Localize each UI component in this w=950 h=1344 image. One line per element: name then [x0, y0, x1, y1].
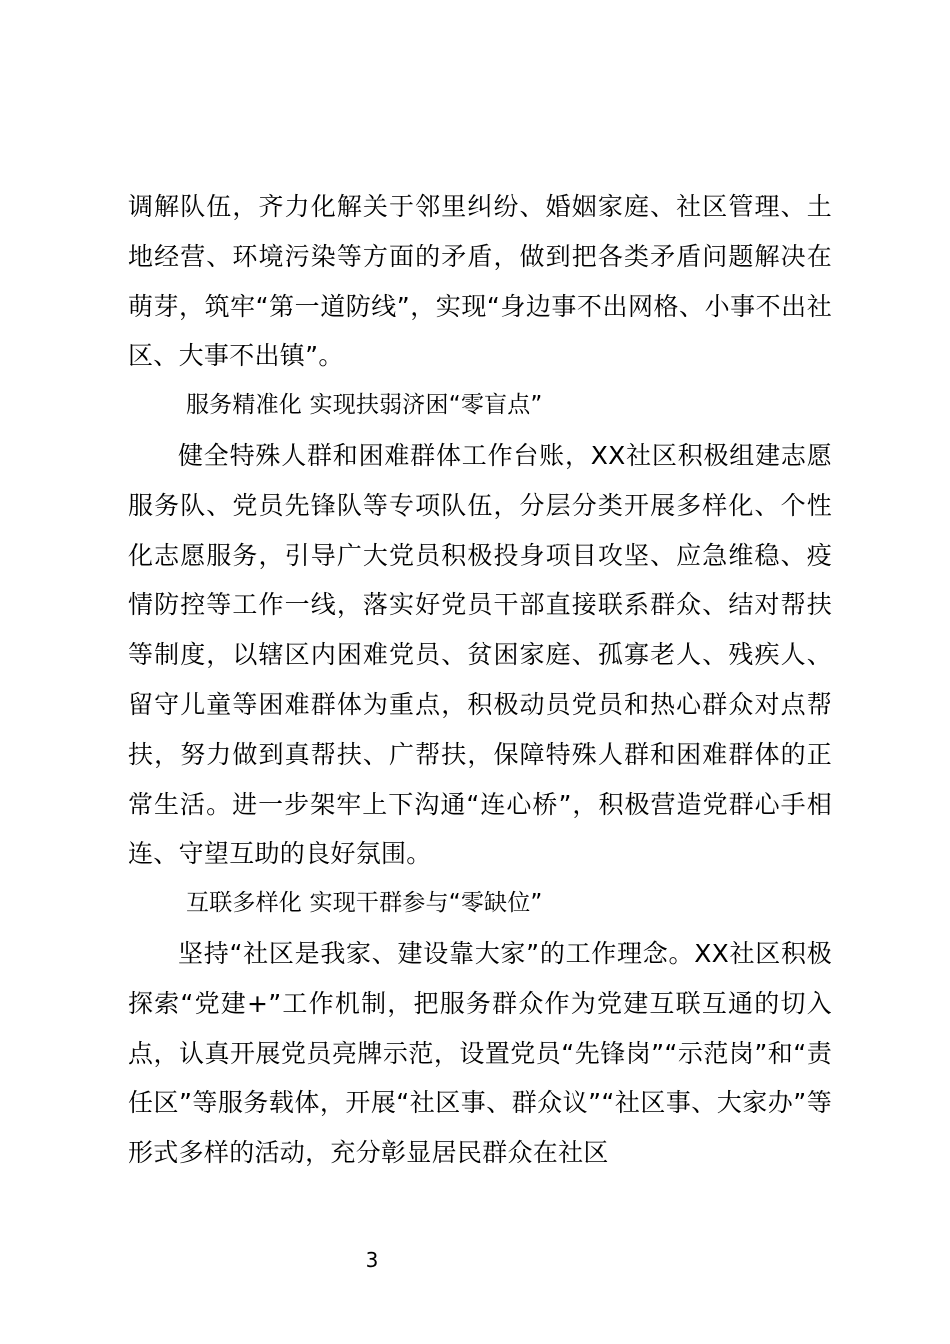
document-body — [128, 182, 832, 1178]
page-number: 3 — [365, 1248, 379, 1272]
section-heading-interconnection: 互联多样化 实现干群参与“零缺位” — [186, 890, 543, 917]
body-paragraph-interconnection: 坚持“社区是我家、建设靠大家”的工作理念。XX社区积极探索“党建+”工作机制，把服务群众作为党建互联互通的切入点，认真开展党员亮牌示范，设置党员“先锋岗”“示范岗”和“责任区”等服务载体，开展“社区事、群众议”“社区事、大家办”等形式多样的活动，充分彰显居民群众在社区 — [128, 938, 832, 1168]
section-heading-service-precision: 服务精准化 实现扶弱济困“零盲点” — [186, 392, 543, 419]
continuation-paragraph: 调解队伍，齐力化解关于邻里纠纷、婚姻家庭、社区管理、土地经营、环境污染等方面的矛盾，做到把各类矛盾问题解决在萌芽，筑牢“第一道防线”，实现“身边事不出网格、小事不出社区、大事不出镇”。 — [128, 192, 832, 371]
body-paragraph-service: 健全特殊人群和困难群体工作台账，XX社区积极组建志愿服务队、党员先锋队等专项队伍，分层分类开展多样化、个性化志愿服务，引导广大党员积极投身项目攻坚、应急维稳、疫情防控等工作一线，落实好党员干部直接联系群众、结对帮扶等制度，以辖区内困难党员、贫困家庭、孤寡老人、残疾人、留守儿童等困难群体为重点，积极动员党员和热心群众对点帮扶，努力做到真帮扶、广帮扶，保障特殊人群和困难群体的正常生活。进一步架牢上下沟通“连心桥”，积极营造党群心手相连、守望互助的良好氛围。 — [128, 440, 832, 869]
